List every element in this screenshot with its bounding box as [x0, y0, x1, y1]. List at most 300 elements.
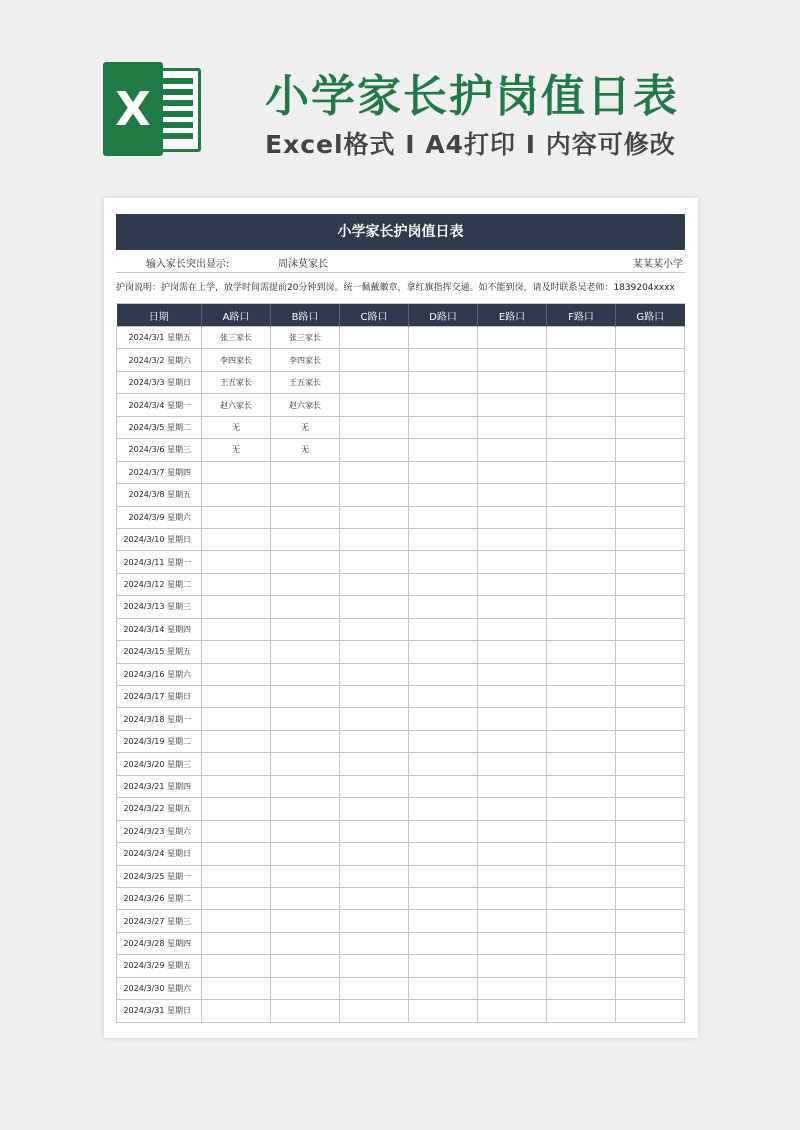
column-header-crossing: F路口 [547, 304, 616, 327]
table-row [117, 977, 685, 999]
duty-cell[interactable] [340, 775, 409, 797]
duty-cell[interactable] [202, 1000, 271, 1022]
duty-cell[interactable] [202, 910, 271, 932]
duty-cell[interactable] [547, 439, 616, 461]
duty-cell[interactable] [547, 596, 616, 618]
duty-cell[interactable] [409, 977, 478, 999]
duty-cell[interactable] [409, 686, 478, 708]
table-row [117, 865, 685, 887]
duty-cell[interactable] [478, 528, 547, 550]
duty-cell[interactable] [271, 843, 340, 865]
duty-cell[interactable] [616, 573, 685, 595]
table-row [117, 843, 685, 865]
duty-cell[interactable] [340, 439, 409, 461]
duty-cell[interactable] [202, 708, 271, 730]
duty-cell[interactable] [616, 843, 685, 865]
duty-cell[interactable] [271, 977, 340, 999]
duty-cell[interactable] [340, 394, 409, 416]
duty-cell[interactable] [271, 932, 340, 954]
duty-cell[interactable] [616, 932, 685, 954]
duty-cell[interactable] [616, 484, 685, 506]
duty-cell[interactable] [616, 775, 685, 797]
duty-cell[interactable] [478, 775, 547, 797]
duty-cell[interactable] [271, 528, 340, 550]
excel-logo-icon [103, 62, 203, 156]
duty-cell[interactable] [547, 730, 616, 752]
document-page [104, 198, 698, 1038]
duty-cell[interactable] [409, 663, 478, 685]
duty-cell[interactable] [547, 865, 616, 887]
duty-cell[interactable] [202, 618, 271, 640]
duty-cell[interactable] [202, 461, 271, 483]
duty-cell[interactable]: 李四家长 [202, 349, 271, 371]
duty-cell[interactable] [616, 977, 685, 999]
duty-cell[interactable] [271, 663, 340, 685]
duty-cell[interactable] [547, 977, 616, 999]
duty-cell[interactable] [202, 641, 271, 663]
duty-cell[interactable] [202, 596, 271, 618]
duty-cell[interactable] [202, 820, 271, 842]
duty-cell[interactable] [271, 820, 340, 842]
duty-cell[interactable] [409, 528, 478, 550]
date-cell: 2024/3/27 星期三 [117, 910, 202, 932]
duty-cell[interactable] [547, 663, 616, 685]
duty-cell[interactable] [409, 798, 478, 820]
duty-cell[interactable] [478, 686, 547, 708]
duty-cell[interactable] [409, 843, 478, 865]
table-row [117, 1000, 685, 1022]
duty-cell[interactable] [616, 910, 685, 932]
duty-cell[interactable] [409, 955, 478, 977]
duty-cell[interactable] [547, 416, 616, 438]
duty-cell[interactable]: 无 [271, 439, 340, 461]
date-cell: 2024/3/20 星期三 [117, 753, 202, 775]
duty-cell[interactable] [478, 1000, 547, 1022]
table-row [117, 371, 685, 393]
table-row [117, 708, 685, 730]
date-cell: 2024/3/19 星期二 [117, 730, 202, 752]
table-row [117, 439, 685, 461]
duty-cell[interactable] [616, 528, 685, 550]
duty-cell[interactable] [616, 730, 685, 752]
table-row [117, 753, 685, 775]
duty-cell[interactable] [478, 506, 547, 528]
table-row [117, 551, 685, 573]
duty-cell[interactable] [409, 551, 478, 573]
duty-cell[interactable] [478, 865, 547, 887]
date-cell: 2024/3/31 星期日 [117, 1000, 202, 1022]
duty-cell[interactable] [547, 798, 616, 820]
duty-cell[interactable] [616, 820, 685, 842]
table-row [117, 663, 685, 685]
duty-cell[interactable] [271, 887, 340, 909]
duty-cell[interactable] [271, 865, 340, 887]
duty-cell[interactable] [547, 932, 616, 954]
duty-cell[interactable] [409, 708, 478, 730]
duty-cell[interactable] [616, 641, 685, 663]
duty-cell[interactable]: 无 [202, 439, 271, 461]
duty-cell[interactable] [478, 618, 547, 640]
duty-cell[interactable] [478, 708, 547, 730]
date-cell: 2024/3/29 星期五 [117, 955, 202, 977]
sheet-title: 小学家长护岗值日表 [116, 214, 685, 250]
duty-cell[interactable] [340, 461, 409, 483]
date-cell: 2024/3/6 星期三 [117, 439, 202, 461]
date-cell: 2024/3/14 星期四 [117, 618, 202, 640]
table-row [117, 618, 685, 640]
duty-cell[interactable] [409, 506, 478, 528]
duty-cell[interactable] [271, 573, 340, 595]
duty-cell[interactable] [340, 932, 409, 954]
duty-cell[interactable] [409, 349, 478, 371]
duty-cell[interactable] [271, 775, 340, 797]
table-row [117, 573, 685, 595]
highlight-label: 输入家长突出显示: [146, 259, 230, 270]
date-cell: 2024/3/22 星期五 [117, 798, 202, 820]
duty-cell[interactable] [409, 820, 478, 842]
duty-cell[interactable] [478, 371, 547, 393]
duty-cell[interactable] [202, 528, 271, 550]
table-body [117, 327, 685, 1023]
date-cell: 2024/3/9 星期六 [117, 506, 202, 528]
duty-cell[interactable] [340, 528, 409, 550]
date-cell: 2024/3/23 星期六 [117, 820, 202, 842]
school-name: 某某某小学 [633, 259, 683, 270]
duty-cell[interactable] [616, 798, 685, 820]
duty-cell[interactable] [340, 596, 409, 618]
duty-cell[interactable] [340, 484, 409, 506]
duty-cell[interactable] [547, 551, 616, 573]
duty-cell[interactable]: 李四家长 [271, 349, 340, 371]
duty-cell[interactable] [478, 596, 547, 618]
duty-cell[interactable]: 无 [271, 416, 340, 438]
date-cell: 2024/3/1 星期五 [117, 327, 202, 349]
duty-cell[interactable] [202, 887, 271, 909]
duty-cell[interactable] [340, 708, 409, 730]
duty-cell[interactable] [478, 843, 547, 865]
duty-cell[interactable] [340, 887, 409, 909]
duty-cell[interactable] [478, 327, 547, 349]
table-row [117, 932, 685, 954]
table-row [117, 730, 685, 752]
duty-cell[interactable] [547, 461, 616, 483]
duty-cell[interactable] [478, 461, 547, 483]
column-header-crossing: E路口 [478, 304, 547, 327]
duty-cell[interactable] [616, 551, 685, 573]
duty-cell[interactable] [340, 843, 409, 865]
duty-cell[interactable] [616, 955, 685, 977]
duty-cell[interactable] [340, 641, 409, 663]
table-row [117, 775, 685, 797]
date-cell: 2024/3/7 星期四 [117, 461, 202, 483]
duty-cell[interactable] [478, 484, 547, 506]
duty-cell[interactable] [616, 327, 685, 349]
duty-cell[interactable] [547, 887, 616, 909]
duty-cell[interactable] [478, 955, 547, 977]
table-row [117, 394, 685, 416]
date-cell: 2024/3/30 星期六 [117, 977, 202, 999]
duty-cell[interactable] [478, 932, 547, 954]
duty-cell[interactable] [478, 910, 547, 932]
table-row [117, 349, 685, 371]
table-row [117, 528, 685, 550]
duty-cell[interactable] [547, 573, 616, 595]
duty-cell[interactable] [271, 551, 340, 573]
duty-cell[interactable] [478, 551, 547, 573]
duty-cell[interactable] [409, 753, 478, 775]
duty-cell[interactable] [616, 753, 685, 775]
duty-cell[interactable] [340, 798, 409, 820]
date-cell: 2024/3/8 星期五 [117, 484, 202, 506]
date-cell: 2024/3/24 星期日 [117, 843, 202, 865]
duty-cell[interactable] [478, 416, 547, 438]
date-cell: 2024/3/10 星期日 [117, 528, 202, 550]
duty-cell[interactable] [340, 820, 409, 842]
duty-cell[interactable] [547, 641, 616, 663]
duty-cell[interactable] [340, 865, 409, 887]
duty-cell[interactable] [616, 686, 685, 708]
duty-cell[interactable] [409, 484, 478, 506]
table-row [117, 910, 685, 932]
duty-cell[interactable] [409, 394, 478, 416]
table-row [117, 887, 685, 909]
date-cell: 2024/3/12 星期二 [117, 573, 202, 595]
duty-cell[interactable]: 赵六家长 [271, 394, 340, 416]
duty-cell[interactable] [271, 730, 340, 752]
duty-note: 护岗说明：护岗需在上学，放学时间需提前20分钟到岗。统一佩戴徽章，拿红旗指挥交通。如不能到岗，请及时联系吴老师：1839204xxxx [116, 273, 685, 304]
duty-cell[interactable] [547, 955, 616, 977]
duty-cell[interactable] [616, 439, 685, 461]
duty-cell[interactable] [271, 596, 340, 618]
duty-cell[interactable] [616, 1000, 685, 1022]
duty-cell[interactable] [547, 843, 616, 865]
table-row [117, 820, 685, 842]
spreadsheet [116, 214, 685, 1023]
banner [0, 0, 800, 190]
date-cell: 2024/3/17 星期日 [117, 686, 202, 708]
duty-cell[interactable] [409, 596, 478, 618]
highlight-input[interactable]: 周沫莫家长 [278, 259, 328, 270]
duty-cell[interactable] [271, 484, 340, 506]
banner-subtitle: Excel格式 I A4打印 I 内容可修改 [265, 130, 676, 159]
date-cell: 2024/3/3 星期日 [117, 371, 202, 393]
table-row [117, 416, 685, 438]
duty-cell[interactable] [616, 506, 685, 528]
duty-cell[interactable] [409, 618, 478, 640]
duty-cell[interactable] [409, 327, 478, 349]
duty-cell[interactable] [202, 506, 271, 528]
duty-cell[interactable] [202, 798, 271, 820]
duty-cell[interactable] [616, 371, 685, 393]
duty-cell[interactable] [202, 484, 271, 506]
duty-cell[interactable] [202, 843, 271, 865]
duty-cell[interactable] [340, 416, 409, 438]
duty-cell[interactable] [340, 955, 409, 977]
table-row [117, 327, 685, 349]
column-header-crossing: D路口 [409, 304, 478, 327]
duty-cell[interactable] [547, 910, 616, 932]
duty-cell[interactable] [547, 1000, 616, 1022]
duty-cell[interactable] [547, 618, 616, 640]
duty-cell[interactable]: 无 [202, 416, 271, 438]
duty-cell[interactable] [202, 686, 271, 708]
duty-cell[interactable] [616, 708, 685, 730]
date-cell: 2024/3/13 星期三 [117, 596, 202, 618]
duty-cell[interactable] [202, 775, 271, 797]
column-header-crossing: B路口 [271, 304, 340, 327]
duty-cell[interactable] [547, 394, 616, 416]
duty-cell[interactable] [547, 484, 616, 506]
duty-cell[interactable] [547, 371, 616, 393]
duty-cell[interactable] [616, 416, 685, 438]
duty-cell[interactable] [340, 551, 409, 573]
duty-cell[interactable] [409, 416, 478, 438]
duty-cell[interactable] [409, 910, 478, 932]
duty-cell[interactable] [340, 753, 409, 775]
table-row [117, 798, 685, 820]
table-row [117, 506, 685, 528]
duty-cell[interactable] [616, 865, 685, 887]
duty-cell[interactable] [409, 641, 478, 663]
duty-cell[interactable] [202, 663, 271, 685]
column-header-crossing: A路口 [202, 304, 271, 327]
duty-cell[interactable] [340, 977, 409, 999]
duty-cell[interactable] [202, 865, 271, 887]
date-cell: 2024/3/11 星期一 [117, 551, 202, 573]
date-cell: 2024/3/25 星期一 [117, 865, 202, 887]
duty-cell[interactable] [547, 820, 616, 842]
duty-cell[interactable] [340, 663, 409, 685]
duty-cell[interactable] [340, 618, 409, 640]
banner-title: 小学家长护岗值日表 [265, 71, 679, 122]
duty-cell[interactable] [409, 371, 478, 393]
duty-cell[interactable] [202, 551, 271, 573]
column-header-date: 日期 [117, 304, 202, 327]
duty-cell[interactable] [271, 618, 340, 640]
duty-cell[interactable] [478, 394, 547, 416]
duty-cell[interactable] [409, 932, 478, 954]
duty-cell[interactable] [340, 506, 409, 528]
duty-cell[interactable] [478, 573, 547, 595]
table-row [117, 955, 685, 977]
date-cell: 2024/3/21 星期四 [117, 775, 202, 797]
duty-cell[interactable] [340, 910, 409, 932]
duty-cell[interactable] [616, 349, 685, 371]
duty-cell[interactable] [478, 798, 547, 820]
duty-cell[interactable] [478, 887, 547, 909]
duty-cell[interactable]: 张三家长 [202, 327, 271, 349]
duty-cell[interactable] [409, 775, 478, 797]
duty-cell[interactable] [478, 349, 547, 371]
duty-cell[interactable] [202, 753, 271, 775]
excel-logo-letter: X [103, 62, 163, 156]
duty-cell[interactable] [340, 1000, 409, 1022]
date-cell: 2024/3/4 星期一 [117, 394, 202, 416]
duty-cell[interactable] [547, 753, 616, 775]
duty-cell[interactable] [202, 955, 271, 977]
duty-cell[interactable] [271, 686, 340, 708]
duty-cell[interactable] [616, 461, 685, 483]
duty-cell[interactable] [409, 1000, 478, 1022]
duty-cell[interactable] [409, 887, 478, 909]
duty-cell[interactable] [616, 618, 685, 640]
duty-cell[interactable] [478, 663, 547, 685]
duty-cell[interactable] [547, 708, 616, 730]
table-row [117, 641, 685, 663]
duty-cell[interactable]: 赵六家长 [202, 394, 271, 416]
duty-cell[interactable] [271, 461, 340, 483]
table-row [117, 596, 685, 618]
duty-cell[interactable] [547, 528, 616, 550]
duty-cell[interactable] [547, 506, 616, 528]
duty-cell[interactable] [478, 753, 547, 775]
duty-cell[interactable] [478, 730, 547, 752]
duty-cell[interactable] [616, 663, 685, 685]
duty-cell[interactable] [547, 775, 616, 797]
duty-cell[interactable] [202, 932, 271, 954]
duty-table [116, 304, 685, 1023]
duty-cell[interactable] [271, 753, 340, 775]
duty-cell[interactable]: 张三家长 [271, 327, 340, 349]
duty-cell[interactable] [409, 573, 478, 595]
duty-cell[interactable] [271, 506, 340, 528]
date-cell: 2024/3/18 星期一 [117, 708, 202, 730]
date-cell: 2024/3/15 星期五 [117, 641, 202, 663]
duty-cell[interactable] [616, 394, 685, 416]
duty-cell[interactable] [547, 349, 616, 371]
duty-cell[interactable] [340, 371, 409, 393]
date-cell: 2024/3/28 星期四 [117, 932, 202, 954]
duty-cell[interactable] [202, 730, 271, 752]
duty-cell[interactable] [340, 573, 409, 595]
duty-cell[interactable] [547, 327, 616, 349]
duty-cell[interactable] [409, 865, 478, 887]
duty-cell[interactable]: 王五家长 [271, 371, 340, 393]
duty-cell[interactable] [340, 349, 409, 371]
table-row [117, 461, 685, 483]
duty-cell[interactable] [340, 730, 409, 752]
date-cell: 2024/3/5 星期二 [117, 416, 202, 438]
duty-cell[interactable] [478, 641, 547, 663]
duty-cell[interactable] [271, 798, 340, 820]
duty-cell[interactable] [478, 820, 547, 842]
duty-cell[interactable] [409, 730, 478, 752]
info-row [116, 250, 685, 273]
column-header-crossing: C路口 [340, 304, 409, 327]
duty-cell[interactable] [478, 439, 547, 461]
duty-cell[interactable] [340, 327, 409, 349]
duty-cell[interactable] [202, 977, 271, 999]
duty-cell[interactable] [271, 910, 340, 932]
duty-cell[interactable] [202, 573, 271, 595]
duty-cell[interactable] [271, 955, 340, 977]
duty-cell[interactable] [547, 686, 616, 708]
duty-cell[interactable] [478, 977, 547, 999]
duty-cell[interactable] [616, 596, 685, 618]
table-header-row [117, 304, 685, 327]
duty-cell[interactable] [271, 1000, 340, 1022]
duty-cell[interactable] [409, 439, 478, 461]
duty-cell[interactable] [616, 887, 685, 909]
column-header-crossing: G路口 [616, 304, 685, 327]
duty-cell[interactable] [409, 461, 478, 483]
duty-cell[interactable] [271, 708, 340, 730]
table-row [117, 686, 685, 708]
duty-cell[interactable] [271, 641, 340, 663]
table-row [117, 484, 685, 506]
duty-cell[interactable]: 王五家长 [202, 371, 271, 393]
duty-cell[interactable] [340, 686, 409, 708]
